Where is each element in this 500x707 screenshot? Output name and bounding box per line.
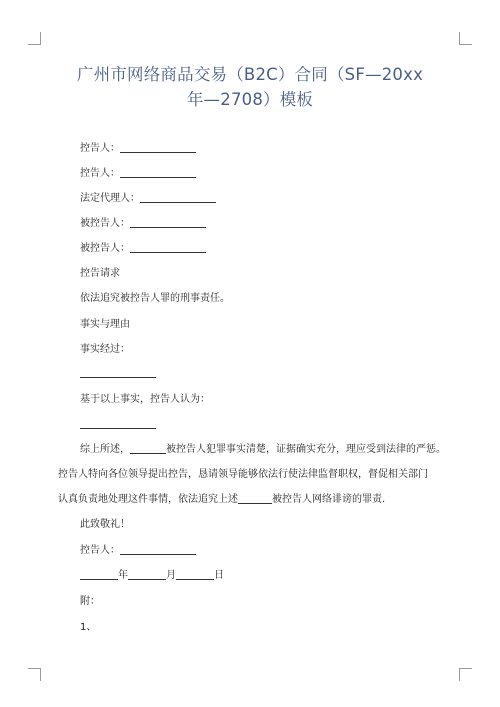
defendant-label: 被控告人： bbox=[80, 243, 130, 254]
defendant-field-2 bbox=[80, 242, 206, 256]
signature-blank bbox=[120, 544, 196, 555]
defendant-blank bbox=[130, 217, 206, 228]
day-blank bbox=[176, 569, 214, 580]
date-day: 日 bbox=[214, 570, 224, 581]
title-line-2: 年—2708）模板 bbox=[186, 90, 314, 109]
crop-mark-top-left bbox=[28, 32, 41, 45]
request-heading: 控告请求 bbox=[80, 268, 120, 279]
petition-line: 控告人特向各位领导提出控告，恳请领导能够依法行使法律监督职权，督促相关部门 bbox=[58, 469, 428, 480]
defendant-blank bbox=[130, 242, 206, 253]
legal-rep-label: 法定代理人： bbox=[80, 193, 140, 204]
month-blank bbox=[128, 569, 166, 580]
handle-suffix: 被控告人网络诽谤的罪责. bbox=[272, 494, 386, 505]
complainant-label: 控告人： bbox=[80, 143, 120, 154]
summary-prefix: 综上所述， bbox=[80, 444, 130, 455]
defendant-field-1 bbox=[80, 217, 206, 231]
opinion-blank bbox=[80, 418, 156, 429]
signature-label: 控告人： bbox=[80, 545, 120, 556]
date-month: 月 bbox=[166, 570, 176, 581]
summary-blank bbox=[130, 443, 166, 454]
salutation: 此致敬礼！ bbox=[80, 519, 130, 530]
complainant-blank bbox=[120, 167, 196, 178]
attachment-item-1: 1、 bbox=[80, 622, 97, 633]
date-year: 年 bbox=[118, 570, 128, 581]
complainant-label: 控告人： bbox=[80, 168, 120, 179]
signature-field bbox=[80, 544, 196, 558]
complainant-field-1 bbox=[80, 142, 196, 156]
complainant-field-2 bbox=[80, 167, 196, 181]
crop-mark-bottom-left bbox=[28, 668, 41, 681]
handle-line bbox=[58, 493, 385, 507]
title-line-1: 广州市网络商品交易（B2C）合同（SF—20xx bbox=[76, 65, 424, 84]
legal-rep-blank bbox=[140, 192, 216, 203]
defendant-label: 被控告人： bbox=[80, 218, 130, 229]
crop-mark-top-right bbox=[459, 32, 472, 45]
facts-label: 事实经过： bbox=[80, 344, 130, 355]
summary-suffix: 被控告人犯罪事实清楚，证据确实充分，理应受到法律的严惩。 bbox=[166, 444, 446, 455]
facts-blank-line bbox=[80, 367, 156, 381]
crop-mark-bottom-right bbox=[459, 668, 472, 681]
attachment-label: 附： bbox=[80, 596, 100, 607]
opinion-blank-line bbox=[80, 418, 156, 432]
based-on-text: 基于以上事实，控告人认为： bbox=[80, 394, 210, 405]
summary-paragraph bbox=[80, 443, 446, 457]
request-text: 依法追究被控告人罪的刑事责任。 bbox=[80, 293, 230, 304]
handle-prefix: 认真负责地处理这件事情，依法追究上述 bbox=[58, 494, 238, 505]
handle-blank bbox=[238, 493, 272, 504]
legal-rep-field bbox=[80, 192, 216, 206]
year-blank bbox=[80, 569, 118, 580]
complainant-blank bbox=[120, 142, 196, 153]
document-title bbox=[40, 62, 460, 112]
date-line bbox=[80, 569, 224, 583]
facts-heading: 事实与理由 bbox=[80, 319, 130, 330]
facts-blank bbox=[80, 367, 156, 378]
